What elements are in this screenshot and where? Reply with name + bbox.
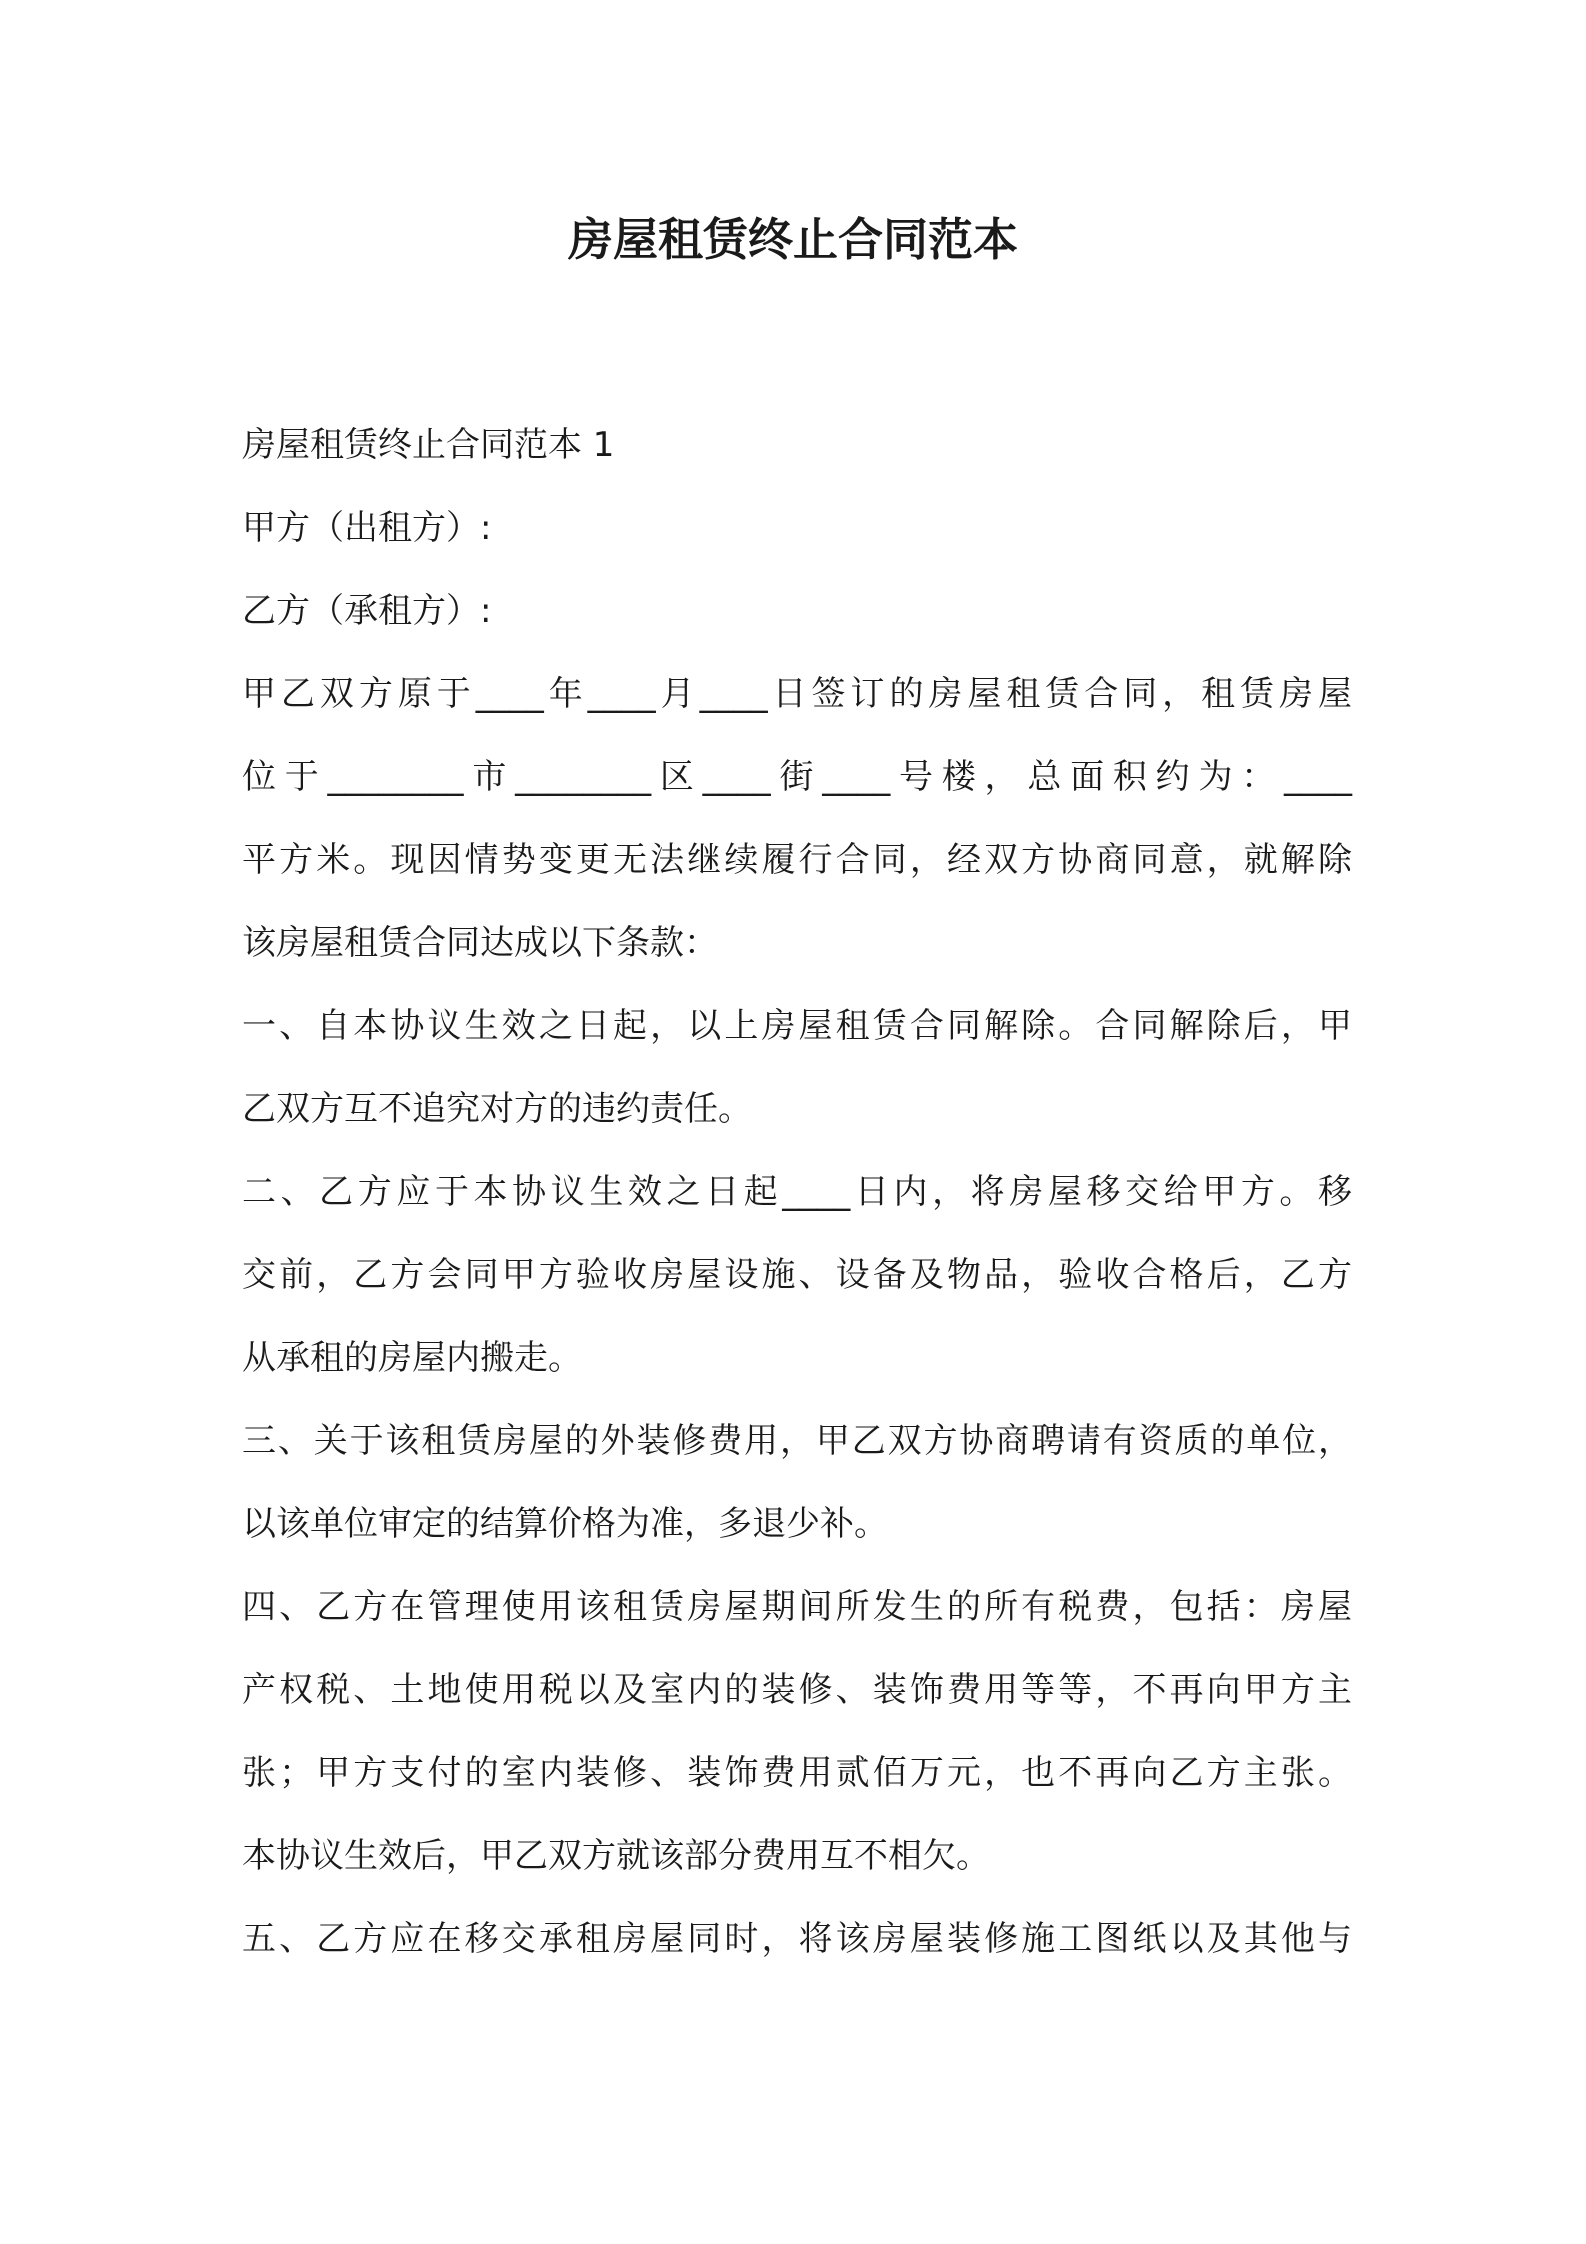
clause-2-line: 从承租的房屋内搬走。 [242,1338,582,1378]
section-heading: 房屋租赁终止合同范本 1 [242,425,615,465]
body-line: 位于________市________区____街____号楼，总面积约为：____ [242,757,1352,797]
party-b-line: 乙方（承租方）: [242,591,492,631]
clause-4-line: 产权税、土地使用税以及室内的装修、装饰费用等等，不再向甲方主 [242,1670,1352,1710]
clause-2-line: 交前，乙方会同甲方验收房屋设施、设备及物品，验收合格后，乙方 [242,1255,1352,1295]
clause-5-line: 五、乙方应在移交承租房屋同时，将该房屋装修施工图纸以及其他与 [242,1919,1352,1959]
party-a-line: 甲方（出租方）: [242,508,492,548]
clause-4-line: 本协议生效后，甲乙双方就该部分费用互不相欠。 [242,1836,990,1876]
body-line: 甲乙双方原于____年____月____日签订的房屋租赁合同，租赁房屋 [242,674,1352,714]
clause-3-line: 三、关于该租赁房屋的外装修费用，甲乙双方协商聘请有资质的单位， [242,1421,1352,1461]
clause-1-line: 一、自本协议生效之日起，以上房屋租赁合同解除。合同解除后，甲 [242,1006,1352,1046]
clause-1-line: 乙双方互不追究对方的违约责任。 [242,1089,752,1129]
body-line: 平方米。现因情势变更无法继续履行合同，经双方协商同意，就解除 [242,840,1352,880]
document-body [242,404,1352,1981]
document-title: 房屋租赁终止合同范本 [567,213,1018,266]
clause-3-line: 以该单位审定的结算价格为准，多退少补。 [242,1504,888,1544]
clause-2-line: 二、乙方应于本协议生效之日起____日内，将房屋移交给甲方。移 [242,1172,1352,1212]
body-line: 该房屋租赁合同达成以下条款： [242,923,718,963]
clause-4-line: 四、乙方在管理使用该租赁房屋期间所发生的所有税费，包括：房屋 [242,1587,1352,1627]
clause-4-line: 张；甲方支付的室内装修、装饰费用贰佰万元，也不再向乙方主张。 [242,1753,1352,1793]
